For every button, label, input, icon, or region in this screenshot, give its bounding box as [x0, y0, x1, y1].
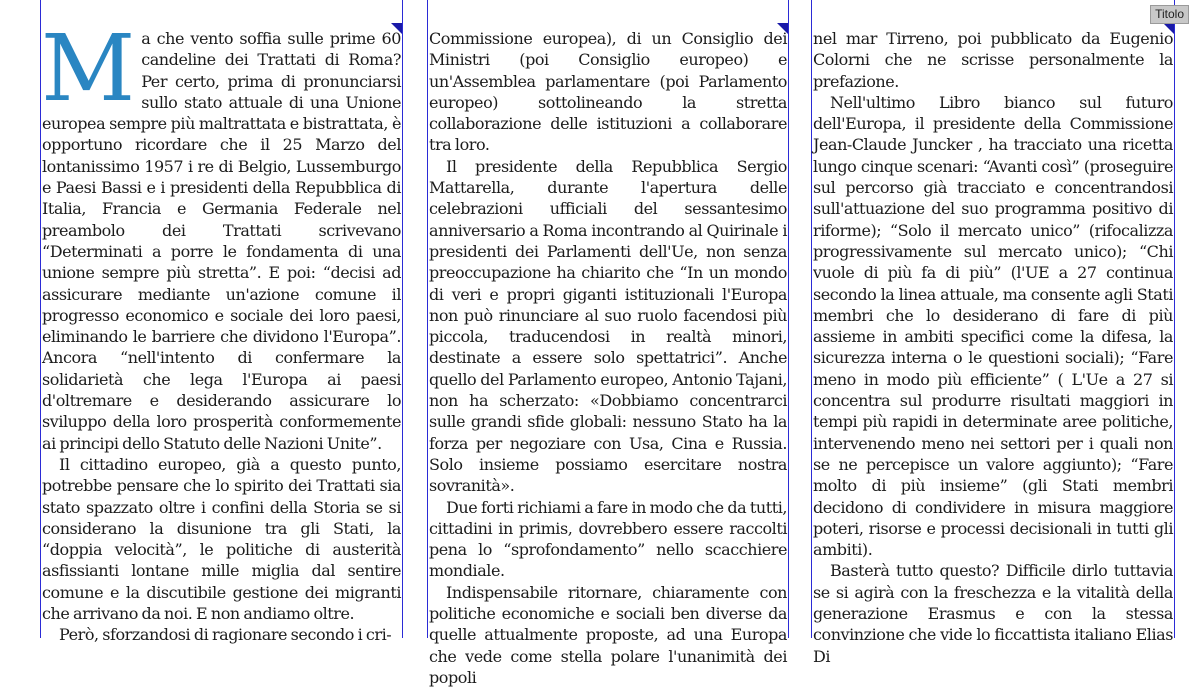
- paragraph: Due forti richiami a fare in modo che da tutti, cittadini in primis, dovrebbero essere raccolti pena lo “sprofondamento” nello scacchiere mondiale.: [429, 497, 787, 581]
- text-column-2[interactable]: [429, 28, 787, 687]
- paragraph: Basterà tutto questo? Difficile dirlo tuttavia se si agirà con la freschezza e la vitalità della generazione Erasmus e con la stessa convinzione che vide lo ficcattista italiano Elias Di: [813, 561, 1173, 666]
- paragraph: Però, sforzandosi di ragionare secondo i cri-: [59, 625, 392, 645]
- paragraph: Nell'ultimo Libro bianco sul futuro dell'Europa, il presidente della Commissione Jean-Claude Juncker , ha tracciato una ricetta lungo cinque scenari: “Avanti così” (proseguire sul percorso già tracciato e concentrandosi sull'attuazione del suo programma positivo di riforme); “Solo il mercato unico” (rifocalizza progressivamente sul mercato unico); “Chi vuole di più fa di più” (l'UE a 27 continua secondo la linea attuale, ma consente agli Stati membri che lo desiderano di fare di più assieme in ambiti specifici come la difesa, la sicurezza interna o le questioni sociali); “Fare meno in modo più efficiente” ( L'Ue a 27 si concentra sul produrre risultati maggiori in tempi più rapidi in determinate aree politiche, intervenendo meno nei settori per i quali non se ne percepisce un valore aggiunto); “Fare molto di più insieme” (gli Stati membri decidono di condividere in misura maggiore poteri, risorse e processi decisionali in tutti gli ambiti).: [813, 92, 1173, 560]
- paragraph: Il presidente della Repubblica Sergio Mattarella, durante l'apertura delle celebrazioni ufficiali del sessantesimo anniversario a Roma incontrando al Quirinale i presidenti dei Parlamenti dell'Ue, non senza preoccupazione ha chiarito che “In un mondo di veri e propri giganti istituzionali l'Europa non può rinunciare al suo ruolo facendosi più piccola, traducendosi in realtà minori, destinate a essere solo spettatrici”. Anche quello del Parlamento europeo, Antonio Tajani, non ha scherzato: «Dobbiamo concentrarci sulle grandi sfide globali: nessuno Stato ha la forza per negoziare con Usa, Cina e Russia. Solo insieme possiamo esercitare nostra sovranità».: [429, 156, 787, 496]
- paragraph: Il cittadino europeo, già a questo punto, potrebbe pensare che lo spirito dei Trattati sia stato spazzato oltre i confini della Storia se si considerano la disunione tra gli Stati, la “doppia velocità”, le politiche di austerità asfissianti lontane mille miglia dal sentire comune e la discutibile gestione dei migranti che arrivano da noi. E non andiamo oltre.: [42, 454, 401, 624]
- paragraph: Indispensabile ritornare, chiaramente con politiche economiche e sociali ben diverse da quelle attualmente proposte, ad una Europa che vede come stella polare l'unanimità dei popoli: [429, 582, 787, 687]
- text-column-1[interactable]: [41, 15, 401, 645]
- paragraph: nel mar Tirreno, poi pubblicato da Eugenio Colorni che ne scrisse personalmente la prefazione.: [813, 29, 1173, 91]
- paragraph: [41, 15, 401, 454]
- paragraph-style-tag[interactable]: Titolo: [1150, 5, 1189, 24]
- paragraph-text: a che vento soffia sulle prime 60 candeline dei Trattati di Roma? Per certo, prima di pronunciarsi sullo stato attuale di una Unione europea sempre più maltrattata e bistrattata, è opportuno ricordare che il 25 Marzo del lontanissimo 1957 i re di Belgio, Lussemburgo e Paesi Bassi e i presidenti della Repubblica di Italia, Francia e Germania Federale nel preambolo dei Trattati scrivevano “Determinati a porre le fondamenta di una unione sempre più stretta”. E poi: “decisi ad assicurare mediante un'azione comune il progresso economico e sociale dei loro paesi, eliminando le barriere che dividono l'Europa”. Ancora “nell'intento di confermare la solidarietà che lega l'Europa ai paesi d'oltremare e desiderando assicurare lo sviluppo della loro prosperità conformemente ai principi dello Statuto delle Nazioni Unite”.: [42, 29, 401, 453]
- text-column-3[interactable]: [813, 28, 1173, 666]
- paragraph: Commissione europea), di un Consiglio dei Ministri (poi Consiglio europeo) e un'Assemblea parlamentare (poi Parlamento europeo) sottolineando la stretta collaborazione delle istituzioni a collaborare tra loro.: [429, 29, 787, 155]
- column-frame-3-top: [811, 0, 1175, 2]
- drop-cap: M: [41, 15, 136, 122]
- column-frame-1-top: [40, 0, 403, 2]
- column-frame-2-top: [427, 0, 789, 2]
